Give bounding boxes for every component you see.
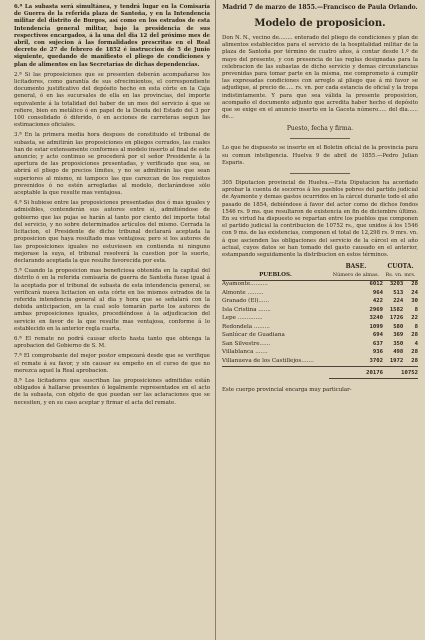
quota-rs-cell: 369 [393,332,404,339]
quota-ms-cell: 28 [411,357,418,364]
article-paragraph: 5.ª Cuando la proposicion mas beneficiosa obtenida en la capital del distrito ó en la referida comisaría de guerra de Santoña fuese igual á la aceptada por el tribunal de subasta de esta intendencia general, se verificará nueva licitacion en esta córte en los mismos estrados de la referida intendencia general al dia y hora que se señalará con la debida anticipacion, en la cual solo tomarán parte los autores de ambas proposiciones iguales, procediéndose á la adjudicacion del servicio en favor de la que resulte mas ventajosa, conforme á lo establecido en la anterior regla cuarta. [14,268,210,332]
town-cell: Sanlúcar de Guadiana [222,332,285,339]
quota-rs-cell: 498 [393,349,404,356]
table-row [222,289,418,298]
total-souls: 20176 [329,366,383,378]
notice-text: Lo que he dispuesto se inserte en el Boletin oficial de la provincia para su comun inteligencia. Huelva 9 de abril de 1855.—Pedro Julian Esparis. [222,145,418,166]
souls-cell: 3240 [369,315,384,322]
table-row [222,280,418,289]
table-row [222,332,418,341]
article-paragraph: 2.ª Si las proposiciones que se presenten deberán acompañarse los licitadores, como garantía de sus ofrecimientos, el correspondiente documento justificativo del depósito hecho en esta córte en la Caja general, ó en las sucursales de ella en las provincias, del importe equivalente á la totalidad del haber de un mes del servicio á que se refiere, bien en metálico ó en papel de la Deuda del Estado del 3 por 100 consolidado ó diferido, ó en acciones de carreteras segun las estimaciones oficiales. [14,71,210,129]
souls-cell: 2969 [369,306,384,313]
town-cell: Lepe .............. [222,315,263,322]
total-quota: 10752 [383,366,418,378]
separator [290,138,350,139]
quota-ms-cell: 24 [411,289,418,296]
table-row [222,298,418,307]
quota-rs-cell: 1972 [389,357,404,364]
left-column [14,4,210,410]
table-row [222,349,418,358]
quota-ms-cell: 30 [411,298,418,305]
quota-column-header: Rs. vn. mrs. [383,271,418,280]
quota-ms-cell: 4 [414,340,418,347]
article-paragraph: 6.ª El remate no podrá causar efecto hasta tanto que obtenga la aprobacion del Gobierno de S. M. [14,335,210,350]
model-text: Don N. N., vecino de........ enterado del pliego de condiciones y plan de alimentos establecidos para el servicio de la hospitalidad militar de la plaza de Santoña por término de cuatro años, á contar desde 1.º de mayo del presente, y con presencia de las reglas designadas para la celebracion de las subastas de dicho servicio y demas circunstancias prevenidas para tomar parte en la misma, me comprometo á cumplir las expresadas condiciones con arreglo al pliego que á mi favor se adjudique, al precio de..... rs. vn. por cada estancia de oficial y la tropa indistintamente. Y para que sea válida la presente proposicion, acompaño el documento adjunto que acredita haber hecho el depósito que se exige en el anuncio inserto en la Gaceta número..... del dia...... de... [222,35,418,121]
quota-ms-cell: 28 [411,281,418,288]
quota-ms-cell: 8 [414,306,418,313]
article-paragraph: 8.ª Los licitadores que suscriban las proposiciones admitidas están obligados á hallarse presentes ó legalmente representados en el acto de la subasta, con objeto de que puedan ser las aclaraciones que se necesiten, y en su caso aceptar y firmar el acta del remate. [14,377,210,406]
town-cell: Villablanca ....... [222,349,268,356]
souls-cell: 6012 [369,281,384,288]
town-cell: Villanueva de los Castillejos....... [222,357,314,364]
quota-ms-cell: 8 [414,323,418,330]
town-cell: Isla Cristina ....... [222,306,271,313]
article-paragraph: 7.ª El comprobante del mejor postor empezará desde que se verifique el remate á su favor, y sin causar su empeño en el curso de que no merezca aquel la Real aprobacion. [14,353,210,374]
dateline: Madrid 7 de marzo de 1855.—Francisco de Paula Orlando. [222,4,418,11]
deputation-text: 305 Diputacion provincial de Huelva.—Esta Diputacion ha acordado aprobar la cuenta de socorros á los pueblos pobres del partido judicial de Ayamonte y demas gastos ocurridos en la cárcel durante todo el año pasado de 1854, debiéndose á favor del actor como de dichos fondos 1546 rs. 9 ms. que resultaron de existencia en fin de diciembre último. En su virtud ha dispuesto se repartan entre los pueblos que componen el partido judicial la contribucion de 10752 rs., que unidos á los 1546 con 9 ms. de las existencias, componen el total de 12,298 rs. 9 mrs. vn. á que ascienden las obligaciones del servicio de la cárcel en el año actual, cuyos datos se han tomado del gasto causado en el anterior, estampando seguidamente la distribucion en estos términos. [222,180,418,259]
model-title: Modelo de proposicion. [254,18,386,29]
place-date-signature: Puesto, fecha y firma. [286,125,354,133]
quota-ms-cell: 28 [411,332,418,339]
town-cell: Almonte ......... [222,289,264,296]
quota-rs-cell: 513 [393,289,404,296]
souls-column-header: Número de almas. [329,271,383,280]
table-row [222,340,418,349]
quota-header: CUOTA. [387,263,414,271]
column-divider [215,0,216,640]
town-cell: San Silvestre...... [222,340,271,347]
souls-cell: 936 [372,349,384,356]
table-row [222,323,418,332]
quota-rs-cell: 580 [393,323,404,330]
souls-cell: 637 [372,340,384,347]
quota-rs-cell: 3203 [389,281,404,288]
table-row [222,315,418,324]
quota-rs-cell: 1726 [389,315,404,322]
town-cell: Granado (El)...... [222,298,270,305]
footer-text: Este cuerpo provincial encarga muy particular- [222,386,352,393]
article-paragraph: 4.ª Si hubiese entre las proposiciones presentadas dos ó mas iguales y admisibles, contenderán sus autores entre sí, admitiéndose de gobierno que las pujas se harán al tanto por ciento del importe total del servicio, y no sobre determinados artículos del mismo. Cerrada la licitacion, el Presidente de dicho tribunal declarará aceptada la proposicion que haya resultado mas ventajosa; pero si los autores de las proposiciones iguales no estuviesen en contienda ni ninguno mejorase la suya, el tribunal resolverá la cuestion por la suerte, declarando aceptada la que resulte favorecida por esta. [14,200,210,264]
table-row [222,306,418,315]
separator [290,173,350,174]
right-column [222,4,418,397]
quota-rs-cell: 224 [393,298,404,305]
souls-cell: 694 [372,332,384,339]
souls-cell: 422 [372,298,384,305]
souls-cell: 964 [372,289,384,296]
souls-cell: 3702 [369,357,384,364]
quota-ms-cell: 28 [411,349,418,356]
souls-cell: 1099 [369,323,384,330]
article-paragraph: 3.ª En la primera media hora despues de constituido el tribunal de subasta, se admitirán las proposiciones en pliegos cerrados, las cuales han de estar extensamente conformes al modelo inserto al final de este anuncio; y acto continuo se procederá por el señor Presidente á la apertura de las proposiciones presentadas, y verificado que sea, se abrirá el pliego de precios límites, y no se admitirán las que sean superiores al mismo, ni tampoco las que carezcan de los requisitos prevenidos ó no estén arregladas al modelo, declarándose sólo aceptable la que resulte mas ventajosa. [14,132,210,197]
table-row [222,357,418,366]
quota-rs-cell: 1582 [389,306,404,313]
distribution-table [222,262,418,379]
article-paragraph: 6.ª La subasta será simultánea, y tendrá lugar en la Comisaría de Guerra de la referida plaza de Santoña, y en la Intendencia militar del distrito de Burgos, así como en los estrados de esta Intendencia general militar, bajo la presidencia de sus respectivos encargados, á la una del dia 12 del próximo mes de abril, con sujecion á las formalidades prescritas en el Real decreto de 27 de febrero de 1852 é instruccion de 5 de Junio siguiente, quedando de manifiesto el pliego de condiciones y plan de alimentos en las Secretarías de dichas dependencias. [14,4,210,68]
quota-rs-cell: 350 [393,340,404,347]
town-cell: Ayamonte.......... [222,281,268,288]
towns-column-header: PUEBLOS. [222,271,329,280]
quota-ms-cell: 22 [411,315,418,322]
town-cell: Redondela ......... [222,323,270,330]
base-header: BASE. [345,263,367,271]
